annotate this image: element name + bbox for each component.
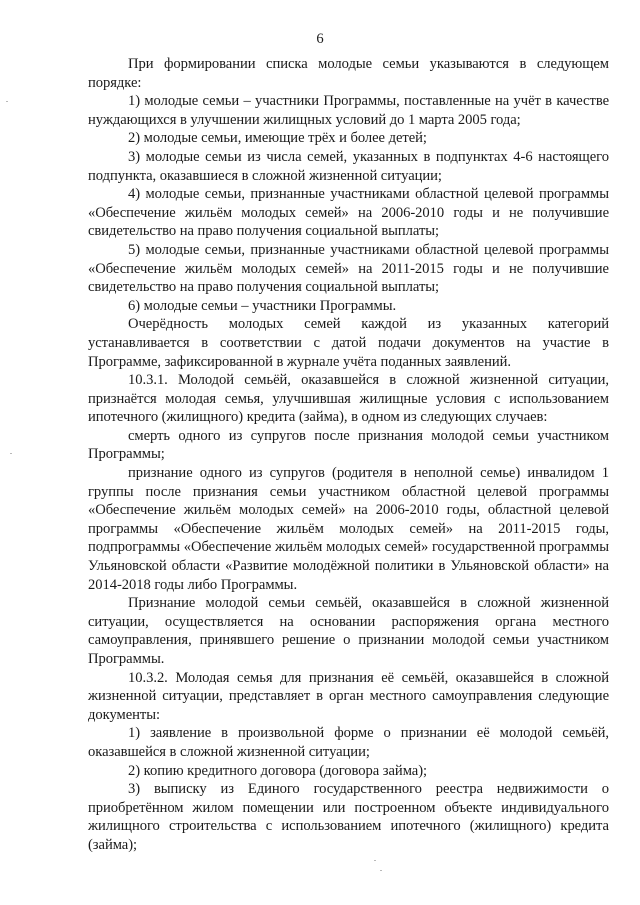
paragraph-10-3-1: 10.3.1. Молодой семьёй, оказавшейся в сложной жизненной ситуации, признаётся молодая семья, улучшившая жилищные условия с использованием ипотечного (жилищного) кредита (займа), в одном из следующих случаев:: [88, 372, 609, 426]
paragraph-case-death: смерть одного из супругов после признания молодой семьи участником Программы;: [88, 427, 609, 463]
paragraph-item-6: 6) молодые семьи – участники Программы.: [128, 297, 397, 314]
paragraph-doc-3: 3) выписку из Единого государственного реестра недвижимости о приобретённом жилом помещении или построенном объекте индивидуального жилищного строительства с использованием ипотечного (жилищного) кредита (займа);: [88, 781, 609, 853]
paragraph-case-disability: признание одного из супругов (родителя в неполной семье) инвалидом 1 группы после признания семьи участником областной целевой программы «Обеспечение жильём молодых семей» на 2006-2010 годы, областной целевой программы «Обеспечение жильём молодых семей» на 2011-2015 годы, подпрограммы «Обеспечение жильём молодых семей» государственной программы Ульяновской области «Развитие молодёжной политики в Ульяновской области» на 2014-2018 годы либо Программы.: [88, 465, 609, 593]
paragraph-recognition-basis: Признание молодой семьи семьёй, оказавшейся в сложной жизненной ситуации, осуществляется на основании распоряжения органа местного самоуправления, принявшего решение о признании молодой семьи участником Программы.: [88, 595, 609, 667]
paragraph-doc-1: 1) заявление в произвольной форме о признании её молодой семьёй, оказавшейся в сложной жизненной ситуации;: [88, 725, 609, 760]
scan-speck: [380, 870, 382, 871]
paragraph-item-1: 1) молодые семьи – участники Программы, поставленные на учёт в качестве нуждающихся в улучшении жилищных условий до 1 марта 2005 года;: [88, 93, 609, 128]
paragraph-item-4: 4) молодые семьи, признанные участниками областной целевой программы «Обеспечение жильём молодых семей» на 2006-2010 годы и не получившие свидетельство на право получения социальной выплаты;: [88, 186, 609, 240]
page-number: 6: [316, 31, 324, 47]
scan-speck: [6, 101, 8, 102]
document-body: [88, 55, 609, 855]
scan-speck: [374, 860, 376, 861]
paragraph-list-intro: При формировании списка молодые семьи указываются в следующем порядке:: [88, 56, 609, 91]
paragraph-queue-order: Очерёдность молодых семей каждой из указанных категорий устанавливается в соответствии с датой подачи документов на участие в Программе, зафиксированной в журнале учёта поданных заявлений.: [88, 316, 609, 370]
paragraph-doc-2: 2) копию кредитного договора (договора займа);: [128, 762, 428, 779]
paragraph-item-2: 2) молодые семьи, имеющие трёх и более детей;: [128, 130, 427, 147]
paragraph-item-5: 5) молодые семьи, признанные участниками областной целевой программы «Обеспечение жильём молодых семей» на 2011-2015 годы и не получившие свидетельство на право получения социальной выплаты;: [88, 241, 609, 296]
paragraph-10-3-2: 10.3.2. Молодая семья для признания её семьёй, оказавшейся в сложной жизненной ситуации, представляет в орган местного самоуправления следующие документы:: [88, 669, 609, 723]
scan-speck: [10, 453, 12, 454]
paragraph-item-3: 3) молодые семьи из числа семей, указанных в подпунктах 4-6 настоящего подпункта, оказавшиеся в сложной жизненной ситуации;: [88, 148, 609, 184]
